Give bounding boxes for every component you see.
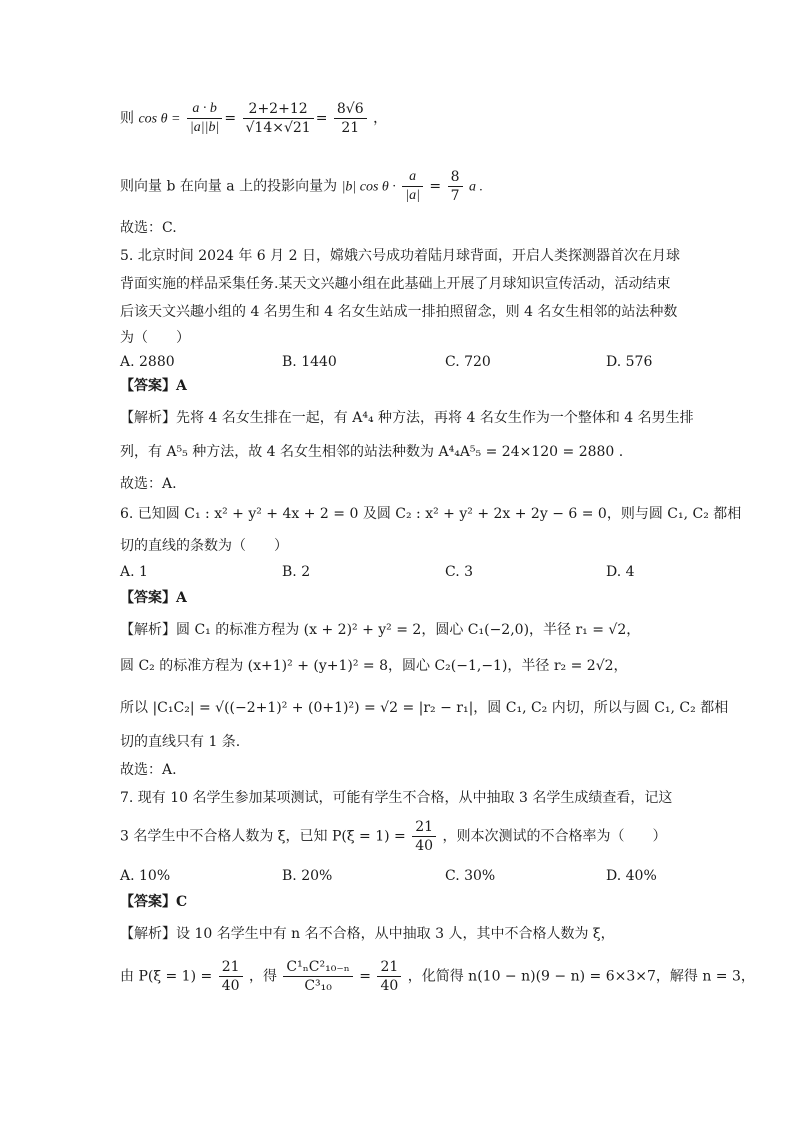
q7-explanation-1: 【解析】设 10 名学生中有 n 名不合格，从中抽取 3 人，其中不合格人数为 ξ，	[120, 926, 615, 942]
q6-option-c: C. 3	[445, 564, 474, 580]
q6-option-b: B. 2	[282, 564, 311, 580]
q6-line-2: 切的直线的条数为（ ）	[120, 538, 288, 554]
fraction-unit-vector: $\frac{a}{|a|}$	[402, 168, 423, 205]
projection-line: 则向量 b 在向量 a 上的投影向量为 |b| cos θ · $\frac{a}{|a|}$ = $\frac{8}{7}$ a .	[120, 169, 483, 204]
q5-answer: 【答案】A	[120, 378, 187, 394]
q6-explanation-3: 所以 |C₁C₂| = √((−2+1)² + (0+1)²) = √2 = |r₂ − r₁|，圆 C₁, C₂ 内切，所以与圆 C₁, C₂ 都相	[120, 700, 729, 716]
fraction-eight-sevenths: $\frac{8}{7}$	[448, 168, 463, 205]
text-then: 则	[120, 110, 134, 127]
fraction-result: $\frac{8√6}{21}$	[334, 100, 367, 137]
q6-select: 故选：A.	[120, 762, 177, 778]
q7-answer: 【答案】C	[120, 894, 188, 910]
q5-line-1: 5. 北京时间 2024 年 6 月 2 日，嫦娥六号成功着陆月球背面，开启人类探测器首次在月球	[120, 248, 680, 264]
q7-option-d: D. 40%	[606, 868, 657, 884]
q7-line-1: 7. 现有 10 名学生参加某项测试，可能有学生不合格，从中抽取 3 名学生成绩查看，记这	[120, 790, 673, 806]
fraction-dot-product: $\frac{a \cdot b}{|a||b|}$	[187, 100, 222, 137]
q7-option-c: C. 30%	[445, 868, 496, 884]
q5-option-a: A. 2880	[120, 354, 175, 370]
q6-answer: 【答案】A	[120, 590, 187, 606]
q5-line-4: 为（ ）	[120, 330, 190, 346]
q6-line-1: 6. 已知圆 C₁ : x² + y² + 4x + 2 = 0 及圆 C₂ : x² + y² + 2x + 2y − 6 = 0，则与圆 C₁, C₂ 都相	[120, 506, 742, 522]
q5-line-2: 背面实施的样品采集任务.某天文兴趣小组在此基础上开展了月球知识宣传活动，活动结束	[120, 276, 671, 292]
q5-option-c: C. 720	[445, 354, 491, 370]
q6-explanation-4: 切的直线只有 1 条.	[120, 734, 241, 750]
q7-option-b: B. 20%	[282, 868, 333, 884]
q5-line-3: 后该天文兴趣小组的 4 名男生和 4 名女生站成一排拍照留念，则 4 名女生相邻的站法种数	[120, 304, 678, 320]
q5-option-d: D. 576	[606, 354, 653, 370]
q6-option-a: A. 1	[120, 564, 148, 580]
q6-explanation-1: 【解析】圆 C₁ 的标准方程为 (x + 2)² + y² = 2，圆心 C₁(−2,0)，半径 r₁ = √2，	[120, 622, 641, 638]
cos-theta: cos θ =	[138, 111, 181, 127]
fraction-21-40-c: $\frac{21}{40}$	[377, 958, 401, 995]
q6-explanation-2: 圆 C₂ 的标准方程为 (x+1)² + (y+1)² = 8，圆心 C₂(−1,−1)，半径 r₂ = 2√2，	[120, 658, 628, 674]
q7-option-a: A. 10%	[120, 868, 171, 884]
q5-option-b: B. 1440	[282, 354, 337, 370]
cos-theta-line: 则 cos θ = $\frac{a \cdot b}{|a||b|}$ = $\frac{2+2+12}{√14\times√21}$ = $\frac{8√6}{21}$ ，	[120, 101, 388, 136]
fraction-combination: $\frac{\text{C¹ₙC²₁₀₋ₙ}}{\text{C³₁₀}}$	[283, 958, 352, 995]
fraction-21-40-b: $\frac{21}{40}$	[219, 958, 243, 995]
q5-select: 故选：A.	[120, 476, 177, 492]
q7-line-2: 3 名学生中不合格人数为 ξ，已知 P(ξ = 1) = $\frac{21}{40}$ ，则本次测试的不合格率为（ ）	[120, 819, 667, 854]
fraction-values: $\frac{2+2+12}{√14\times√21}$	[243, 100, 314, 137]
fraction-21-40: $\frac{21}{40}$	[412, 818, 436, 855]
q5-explanation-1: 【解析】先将 4 名女生排在一起，有 A⁴₄ 种方法，再将 4 名女生作为一个整体和 4 名男生排	[120, 410, 694, 426]
q5-explanation-2: 列，有 A⁵₅ 种方法，故 4 名女生相邻的站法种数为 A⁴₄A⁵₅ = 24×120 = 2880 .	[120, 444, 624, 460]
q6-option-d: D. 4	[606, 564, 635, 580]
select-c: 故选：C.	[120, 220, 177, 236]
q7-explanation-2: 由 P(ξ = 1) = $\frac{21}{40}$ ，得 $\frac{\text{C¹ₙC²₁₀₋ₙ}}{\text{C³₁₀}}$ = $\frac{21}{40}$ ，化简得 n(10 − n)(9 − n) = 6×3×7，解得 n = 3，	[120, 959, 755, 994]
